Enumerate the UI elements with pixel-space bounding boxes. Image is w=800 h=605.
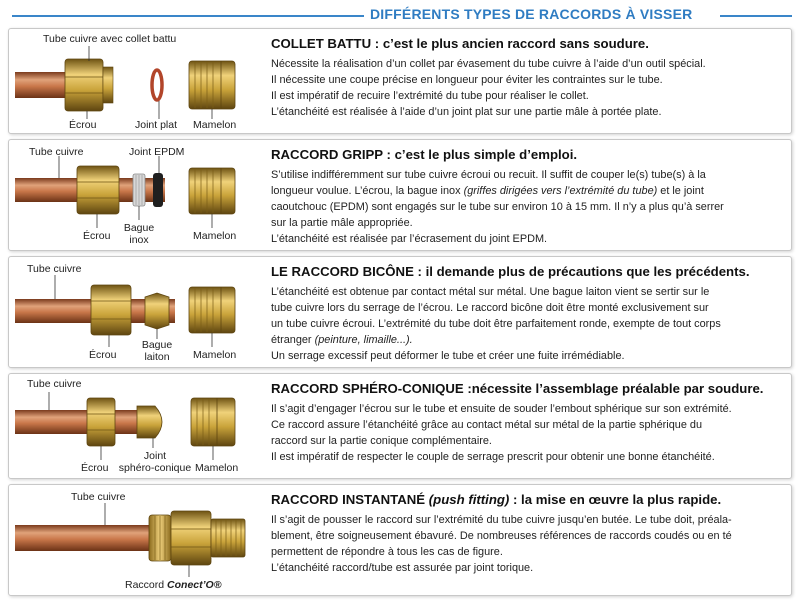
page-title: DIFFÉRENTS TYPES DE RACCORDS À VISSER — [370, 6, 693, 22]
nut-image — [87, 398, 115, 446]
section-description — [271, 284, 789, 364]
label-ecrou: Écrou — [81, 462, 109, 474]
description-line: Ce raccord assure l’étanchéité grâce au contact métal sur métal de la partie sphérique du — [271, 419, 703, 431]
section-description — [271, 56, 789, 120]
description-line: L’étanchéité est réalisée par l’écrasement du joint EPDM. — [271, 233, 548, 245]
label-mamelon: Mamelon — [193, 119, 237, 131]
section-collet-battu — [8, 28, 792, 134]
label-tube: Tube cuivre — [71, 491, 126, 503]
figure-sphero-conique — [9, 374, 265, 478]
epdm-seal-image — [153, 173, 163, 207]
description-line: Il s’agit d’engager l’écrou sur le tube et ensuite de souder l’embout sphérique sur son extrémité. — [271, 403, 732, 415]
description-line: un tube cuivre écroui. L’extrémité du tube doit être parfaitement ronde, exempte de tout corps — [271, 318, 721, 330]
description-line: S’utilise indifféremment sur tube cuivre écroui ou recuit. Il suffit de couper le(s) tube(s) à la — [271, 169, 706, 181]
label-tube: Tube cuivre — [29, 146, 84, 158]
section-text — [271, 263, 789, 364]
nipple-image — [189, 168, 235, 214]
label-mamelon: Mamelon — [195, 462, 239, 474]
nipple-image — [189, 61, 235, 109]
label-joint: Joint — [143, 450, 167, 462]
spherical-end-image — [137, 406, 162, 438]
description-line: longueur voulue. L’écrou, la bague inox (griffes dirigées vers l’extrémité du tube) et le joint — [271, 185, 704, 197]
description-line: L’étanchéité est réalisée à l’aide d’un joint plat sur une partie mâle à portée plate. — [271, 106, 662, 118]
figure-bicone — [9, 257, 265, 367]
description-line: Il est impératif de respecter le couple de serrage prescrit pour obtenir une bonne étanchéité. — [271, 451, 715, 463]
description-line: caoutchouc (EPDM) sont engagés sur le tube sur environ 10 à 15 mm. Il n’y a plus qu’à serrer — [271, 201, 724, 213]
section-title: LE RACCORD BICÔNE : il demande plus de précautions que les précédents. — [271, 264, 750, 279]
label-bague: Bague — [123, 222, 155, 234]
section-text — [271, 491, 789, 576]
description-line: blement, être soigneusement ébavuré. De nombreuses références de raccords coudés ou en té — [271, 530, 732, 542]
description-line: L’étanchéité est obtenue par contact métal sur métal. Une bague laiton vient se sertir sur le — [271, 286, 710, 298]
figure-gripp — [9, 140, 265, 250]
description-line: tube cuivre lors du serrage de l’écrou. Le raccord bicône doit être monté exclusivement sur — [271, 302, 709, 314]
brass-ring-image — [145, 293, 169, 329]
copper-tube-image — [15, 525, 155, 551]
page-header — [0, 4, 800, 26]
label-ecrou: Écrou — [83, 230, 111, 242]
section-instantane — [8, 484, 792, 596]
figure-collet-battu — [9, 29, 265, 133]
label-tube: Tube cuivre — [27, 378, 82, 390]
copper-tube-image — [15, 410, 145, 434]
section-bicone — [8, 256, 792, 368]
nut-image — [77, 166, 119, 214]
section-title: COLLET BATTU : c’est le plus ancien raccord sans soudure. — [271, 36, 649, 51]
section-description — [271, 512, 789, 576]
description-line: Nécessite la réalisation d’un collet par évasement du tube cuivre à l’aide d’un outil spécial. — [271, 58, 706, 70]
description-line: Il nécessite une coupe précise en longueur pour éviter les contraintes sur le tube. — [271, 74, 663, 86]
label-joint: Joint plat — [135, 119, 178, 131]
label-mamelon: Mamelon — [193, 230, 237, 242]
section-text — [271, 35, 789, 120]
label-mamelon: Mamelon — [193, 349, 237, 361]
description-line: Il est impératif de recuire l’extrémité du tube pour réaliser le collet. — [271, 90, 589, 102]
label-tube: Tube cuivre avec collet battu — [43, 33, 177, 45]
description-line: raccord sur la partie conique complémentaire. — [271, 435, 492, 447]
label-bague: Bague — [141, 339, 173, 351]
section-text — [271, 380, 789, 465]
section-sphero-conique — [8, 373, 792, 479]
label-joint-epdm: Joint EPDM — [129, 146, 185, 158]
nut-image — [91, 285, 131, 335]
label-bague-laiton: laiton — [144, 351, 170, 363]
section-title: RACCORD GRIPP : c’est le plus simple d’emploi. — [271, 147, 578, 162]
label-raccord: Raccord Conect’O® — [125, 579, 222, 591]
section-description — [271, 401, 789, 465]
flat-seal-image — [152, 70, 162, 100]
label-tube: Tube cuivre — [27, 263, 82, 275]
description-line: Un serrage excessif peut déformer le tube et créer une fuite irrémédiable. — [271, 350, 625, 362]
header-rule-right — [720, 15, 792, 17]
description-line: Il s’agit de pousser le raccord sur l’extrémité du tube cuivre jusqu’en butée. Le tube doit, préala- — [271, 514, 732, 526]
nipple-image — [191, 398, 235, 446]
section-title: RACCORD SPHÉRO-CONIQUE :nécessite l’assemblage préalable par soudure. — [271, 381, 764, 396]
label-ecrou: Écrou — [69, 119, 97, 131]
nut-flange-image — [103, 67, 113, 103]
section-description — [271, 167, 789, 247]
nut-image — [65, 59, 103, 111]
section-title: RACCORD INSTANTANÉ (push fitting) : la mise en œuvre la plus rapide. — [271, 492, 722, 507]
section-gripp — [8, 139, 792, 251]
section-text — [271, 146, 789, 247]
description-line: étranger (peinture, limaille...). — [271, 334, 413, 346]
description-line: permettent de répondre à tous les cas de figure. — [271, 546, 503, 558]
label-bague-inox: inox — [129, 234, 149, 246]
description-line: L’étanchéité raccord/tube est assurée par joint torique. — [271, 562, 534, 574]
figure-instantane — [9, 485, 265, 595]
label-ecrou: Écrou — [89, 349, 117, 361]
label-joint-sphero: sphéro-conique — [118, 462, 192, 474]
header-rule-left — [12, 15, 364, 17]
description-line: sur la partie mâle appropriée. — [271, 217, 413, 229]
nipple-image — [189, 287, 235, 333]
push-fitting-hex-image — [171, 511, 211, 565]
